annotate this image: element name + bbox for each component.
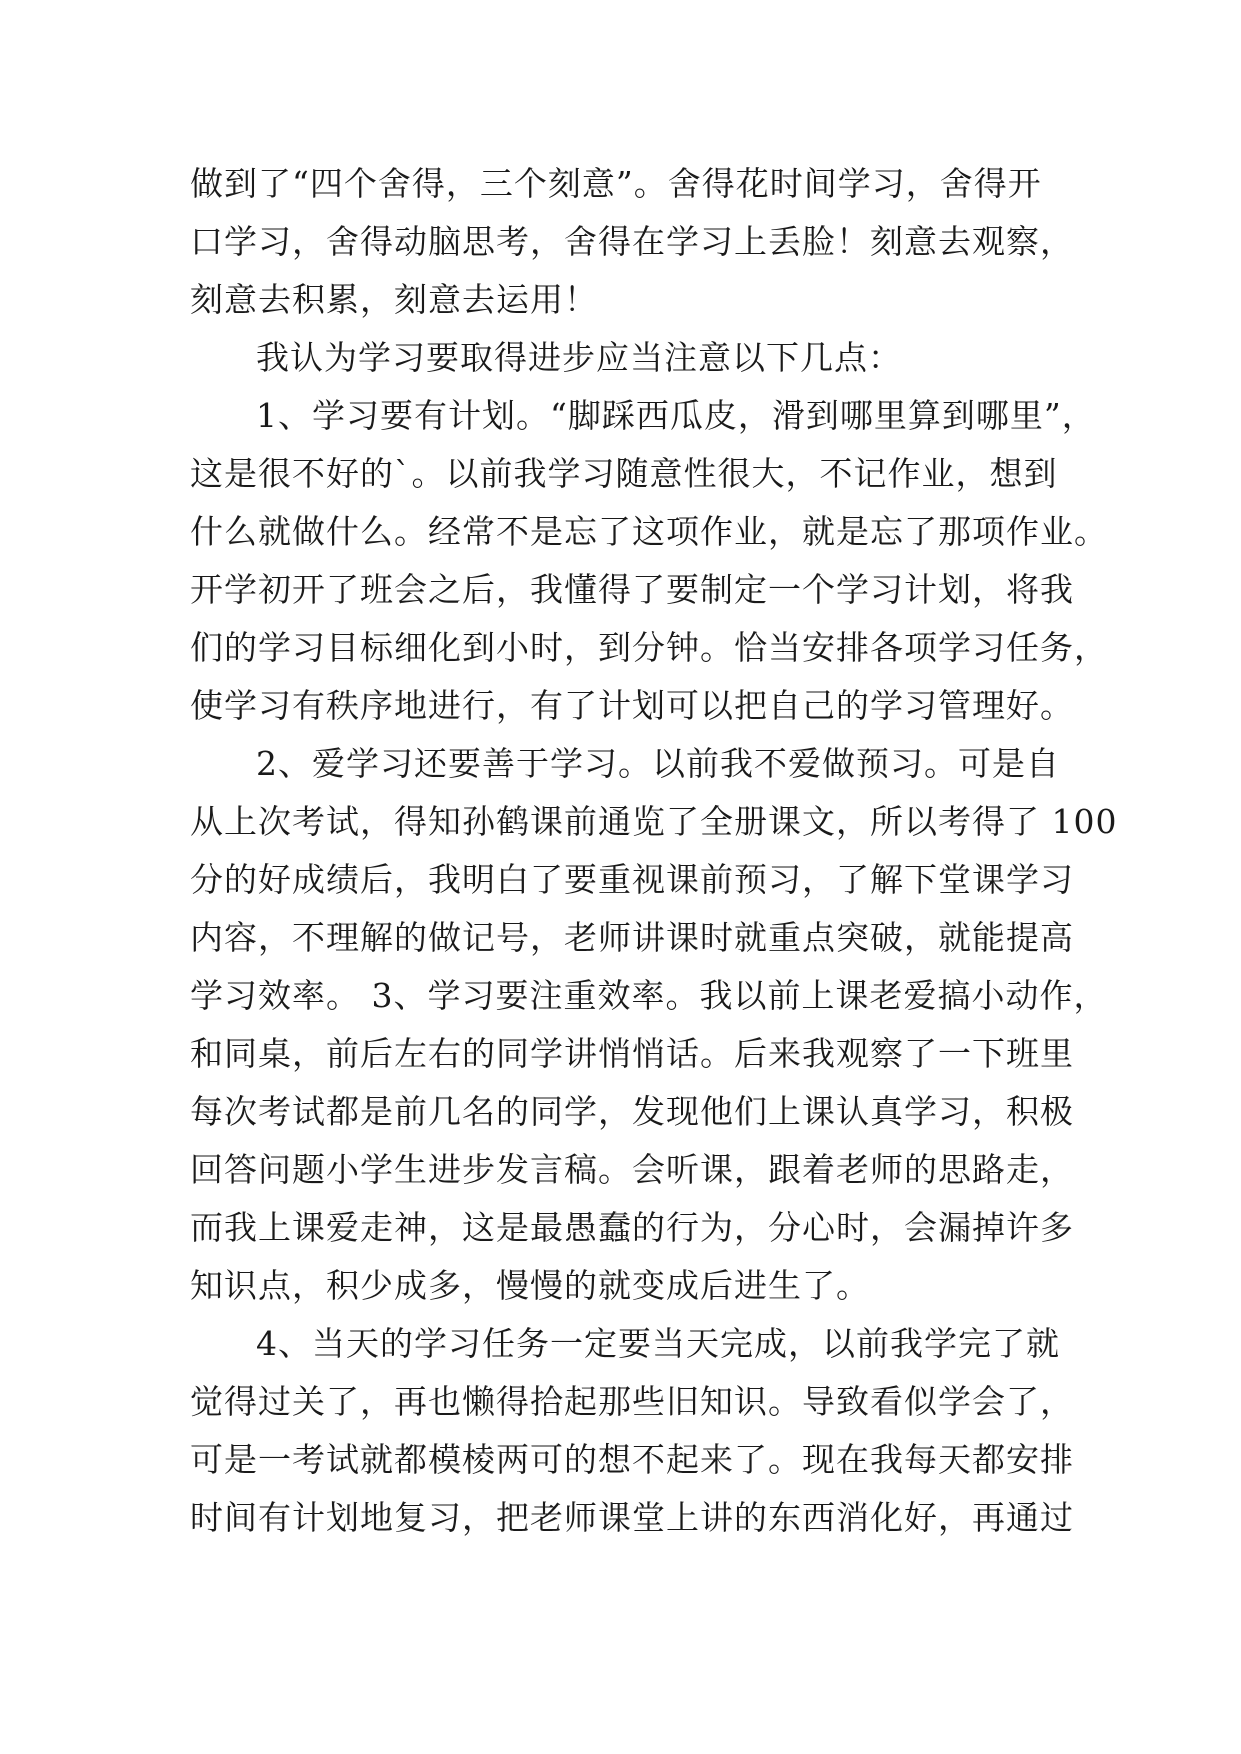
text-line: 从上次考试，得知孙鹤课前通览了全册课文，所以考得了 100	[190, 802, 1118, 841]
text-line: 回答问题小学生进步发言稿。会听课，跟着老师的思路走，	[190, 1150, 1074, 1189]
text-line: 觉得过关了，再也懒得拾起那些旧知识。导致看似学会了，	[190, 1382, 1074, 1421]
text-line: 每次考试都是前几名的同学，发现他们上课认真学习，积极	[190, 1092, 1074, 1131]
text-line: 口学习，舍得动脑思考，舍得在学习上丢脸！刻意去观察，	[190, 222, 1074, 261]
paragraph-start-line: 我认为学习要取得进步应当注意以下几点：	[256, 338, 902, 377]
text-line: 而我上课爱走神，这是最愚蠢的行为，分心时，会漏掉许多	[190, 1208, 1074, 1247]
text-line: 学习效率。 3、学习要注重效率。我以前上课老爱搞小动作，	[190, 976, 1108, 1015]
paragraph-start-line: 1、学习要有计划。“脚踩西瓜皮，滑到哪里算到哪里”，	[256, 396, 1096, 435]
text-line: 内容，不理解的做记号，老师讲课时就重点突破，就能提高	[190, 918, 1074, 957]
text-line: 做到了“四个舍得，三个刻意”。舍得花时间学习，舍得开	[190, 164, 1042, 203]
text-line: 这是很不好的`。以前我学习随意性很大，不记作业，想到	[190, 454, 1058, 493]
text-line: 使学习有秩序地进行，有了计划可以把自己的学习管理好。	[190, 686, 1074, 725]
text-line: 分的好成绩后，我明白了要重视课前预习，了解下堂课学习	[190, 860, 1074, 899]
text-line: 开学初开了班会之后，我懂得了要制定一个学习计划，将我	[190, 570, 1074, 609]
text-line: 什么就做什么。经常不是忘了这项作业，就是忘了那项作业。	[190, 512, 1108, 551]
text-line: 时间有计划地复习，把老师课堂上讲的东西消化好，再通过	[190, 1498, 1074, 1537]
text-line: 们的学习目标细化到小时，到分钟。恰当安排各项学习任务，	[190, 628, 1108, 667]
text-line: 和同桌，前后左右的同学讲悄悄话。后来我观察了一下班里	[190, 1034, 1074, 1073]
text-line: 刻意去积累，刻意去运用！	[190, 280, 598, 319]
paragraph-start-line: 4、当天的学习任务一定要当天完成，以前我学完了就	[256, 1324, 1060, 1363]
paragraph-start-line: 2、爱学习还要善于学习。以前我不爱做预习。可是自	[256, 744, 1060, 783]
text-line: 知识点，积少成多，慢慢的就变成后进生了。	[190, 1266, 870, 1305]
text-line: 可是一考试就都模棱两可的想不起来了。现在我每天都安排	[190, 1440, 1074, 1479]
